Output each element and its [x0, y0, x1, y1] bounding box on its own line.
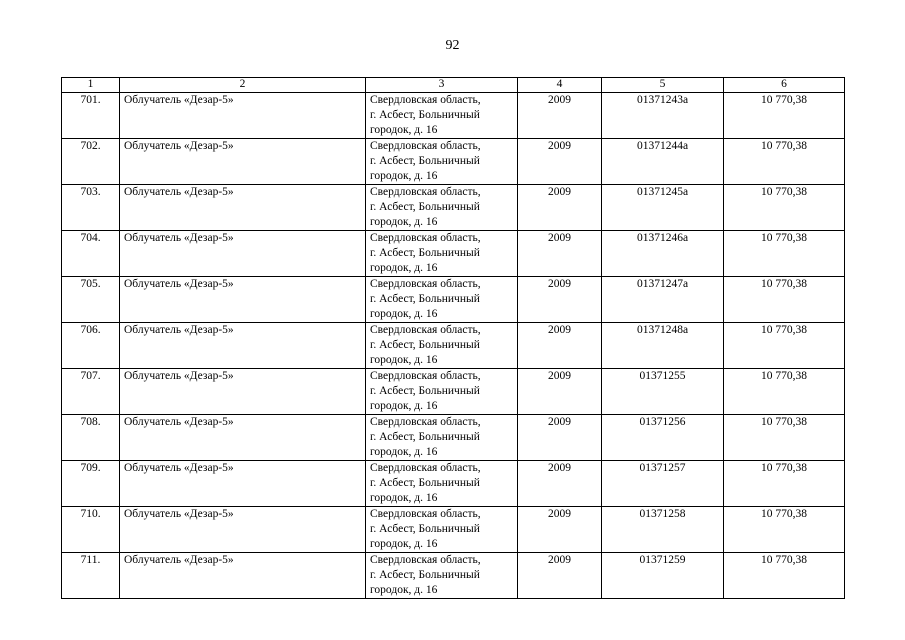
table-row: [62, 93, 845, 139]
row-number: 708.: [62, 415, 120, 461]
address-line: Свердловская область,: [370, 278, 481, 290]
page-number: 92: [445, 38, 460, 53]
property-table: [61, 77, 845, 599]
item-year: 2009: [518, 93, 602, 139]
column-header: 5: [602, 78, 724, 93]
row-number: 706.: [62, 323, 120, 369]
table-row: [62, 415, 845, 461]
address-line: г. Асбест, Больничный: [370, 201, 480, 213]
address-line: г. Асбест, Больничный: [370, 247, 480, 259]
column-header: 4: [518, 78, 602, 93]
item-name: Облучатель «Дезар-5»: [120, 507, 366, 553]
table-row: [62, 461, 845, 507]
item-address: [366, 139, 518, 185]
item-cost: 10 770,38: [724, 415, 845, 461]
address-line: Свердловская область,: [370, 232, 481, 244]
item-year: 2009: [518, 415, 602, 461]
row-number: 710.: [62, 507, 120, 553]
item-year: 2009: [518, 553, 602, 599]
address-line: Свердловская область,: [370, 140, 481, 152]
item-inventory-number: 01371247а: [602, 277, 724, 323]
item-name: Облучатель «Дезар-5»: [120, 93, 366, 139]
item-address: [366, 185, 518, 231]
address-line: городок, д. 16: [370, 400, 438, 412]
item-address: [366, 507, 518, 553]
address-line: городок, д. 16: [370, 584, 438, 596]
table-row: [62, 231, 845, 277]
item-year: 2009: [518, 139, 602, 185]
address-line: г. Асбест, Больничный: [370, 431, 480, 443]
item-address: [366, 93, 518, 139]
item-address: [366, 553, 518, 599]
address-line: г. Асбест, Больничный: [370, 155, 480, 167]
item-cost: 10 770,38: [724, 139, 845, 185]
item-address: [366, 231, 518, 277]
item-inventory-number: 01371256: [602, 415, 724, 461]
table-row: [62, 507, 845, 553]
address-line: г. Асбест, Больничный: [370, 477, 480, 489]
item-year: 2009: [518, 369, 602, 415]
item-year: 2009: [518, 507, 602, 553]
item-address: [366, 369, 518, 415]
item-year: 2009: [518, 461, 602, 507]
item-cost: 10 770,38: [724, 553, 845, 599]
address-line: Свердловская область,: [370, 370, 481, 382]
column-header: 1: [62, 78, 120, 93]
item-cost: 10 770,38: [724, 231, 845, 277]
item-inventory-number: 01371243а: [602, 93, 724, 139]
address-line: городок, д. 16: [370, 354, 438, 366]
row-number: 711.: [62, 553, 120, 599]
row-number: 702.: [62, 139, 120, 185]
item-inventory-number: 01371246а: [602, 231, 724, 277]
address-line: г. Асбест, Больничный: [370, 569, 480, 581]
table-row: [62, 369, 845, 415]
item-inventory-number: 01371244а: [602, 139, 724, 185]
item-year: 2009: [518, 185, 602, 231]
address-line: городок, д. 16: [370, 262, 438, 274]
address-line: Свердловская область,: [370, 462, 481, 474]
row-number: 703.: [62, 185, 120, 231]
item-address: [366, 461, 518, 507]
item-cost: 10 770,38: [724, 461, 845, 507]
row-number: 701.: [62, 93, 120, 139]
item-address: [366, 323, 518, 369]
address-line: Свердловская область,: [370, 416, 481, 428]
item-name: Облучатель «Дезар-5»: [120, 277, 366, 323]
address-line: г. Асбест, Больничный: [370, 385, 480, 397]
item-inventory-number: 01371255: [602, 369, 724, 415]
item-cost: 10 770,38: [724, 369, 845, 415]
item-name: Облучатель «Дезар-5»: [120, 139, 366, 185]
row-number: 707.: [62, 369, 120, 415]
address-line: Свердловская область,: [370, 554, 481, 566]
address-line: г. Асбест, Больничный: [370, 523, 480, 535]
item-year: 2009: [518, 323, 602, 369]
item-inventory-number: 01371248а: [602, 323, 724, 369]
column-header: 2: [120, 78, 366, 93]
address-line: городок, д. 16: [370, 446, 438, 458]
table-row: [62, 185, 845, 231]
column-header: 6: [724, 78, 845, 93]
item-name: Облучатель «Дезар-5»: [120, 553, 366, 599]
item-name: Облучатель «Дезар-5»: [120, 231, 366, 277]
item-address: [366, 277, 518, 323]
address-line: Свердловская область,: [370, 324, 481, 336]
item-cost: 10 770,38: [724, 323, 845, 369]
item-cost: 10 770,38: [724, 93, 845, 139]
item-name: Облучатель «Дезар-5»: [120, 323, 366, 369]
item-inventory-number: 01371245а: [602, 185, 724, 231]
address-line: Свердловская область,: [370, 508, 481, 520]
address-line: городок, д. 16: [370, 492, 438, 504]
row-number: 709.: [62, 461, 120, 507]
address-line: г. Асбест, Больничный: [370, 293, 480, 305]
item-year: 2009: [518, 231, 602, 277]
item-year: 2009: [518, 277, 602, 323]
address-line: городок, д. 16: [370, 308, 438, 320]
item-cost: 10 770,38: [724, 507, 845, 553]
address-line: Свердловская область,: [370, 186, 481, 198]
table-row: [62, 139, 845, 185]
column-header: 3: [366, 78, 518, 93]
table-row: [62, 277, 845, 323]
table-row: [62, 553, 845, 599]
item-cost: 10 770,38: [724, 277, 845, 323]
item-name: Облучатель «Дезар-5»: [120, 185, 366, 231]
address-line: городок, д. 16: [370, 216, 438, 228]
row-number: 704.: [62, 231, 120, 277]
item-name: Облучатель «Дезар-5»: [120, 461, 366, 507]
item-inventory-number: 01371258: [602, 507, 724, 553]
table-body: [62, 93, 845, 599]
table-row: [62, 323, 845, 369]
address-line: городок, д. 16: [370, 124, 438, 136]
address-line: городок, д. 16: [370, 538, 438, 550]
address-line: г. Асбест, Больничный: [370, 339, 480, 351]
header-row: [62, 78, 845, 93]
item-name: Облучатель «Дезар-5»: [120, 369, 366, 415]
address-line: Свердловская область,: [370, 94, 481, 106]
item-inventory-number: 01371259: [602, 553, 724, 599]
item-address: [366, 415, 518, 461]
item-cost: 10 770,38: [724, 185, 845, 231]
row-number: 705.: [62, 277, 120, 323]
item-inventory-number: 01371257: [602, 461, 724, 507]
item-name: Облучатель «Дезар-5»: [120, 415, 366, 461]
address-line: г. Асбест, Больничный: [370, 109, 480, 121]
address-line: городок, д. 16: [370, 170, 438, 182]
